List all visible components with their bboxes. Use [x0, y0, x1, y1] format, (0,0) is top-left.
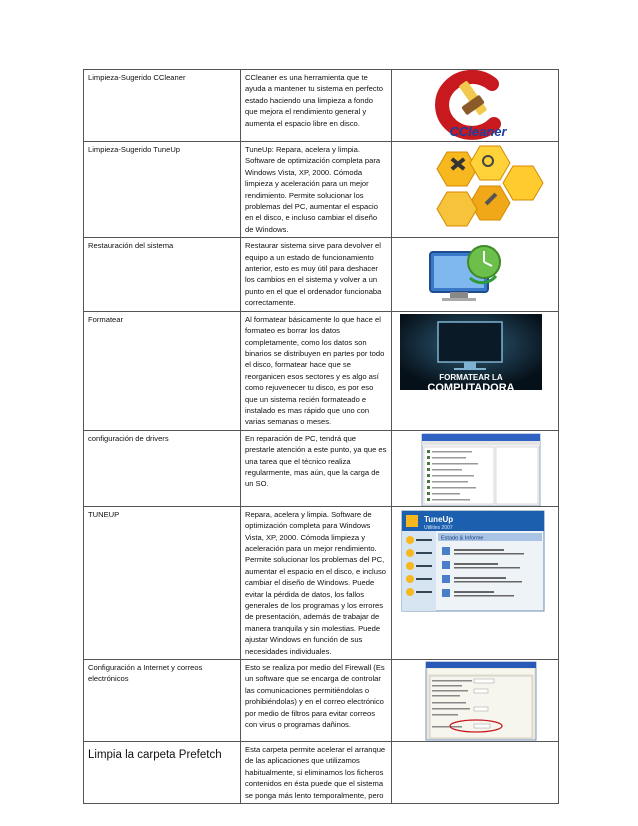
row-description: Esta carpeta permite acelerar el arranque de las aplicaciones que utilizamos habitualmente, si eliminamos los ficheros contenidos en ésta puede que el sistema se ponga más lento temporalmente, pero — [241, 742, 392, 804]
row-image-cell — [392, 506, 559, 659]
system-restore-image — [392, 238, 550, 306]
tuneup-hexagon-image — [392, 142, 550, 228]
row-description: Repara, acelera y limpia. Software de optimización completa para Windows Vista, XP, 2000. Cómoda limpieza y aceleración para un mejor rendimiento. Permite solucionar los problemas del PC, aumentar el espacio en el disco, e incluso cambiar el diseño de Windows. Puede evitar la pérdida de datos, los fallos generales de los programas y los errores de presentación, además de trabajar de manera tranquila y sin molestias. Puede ajustar Windows en función de sus necesidades individuales. — [241, 506, 392, 659]
content-table — [83, 69, 559, 804]
table-row — [84, 506, 559, 659]
format-computer-image — [392, 312, 550, 412]
row-label: Formatear — [84, 311, 241, 430]
format-image-line2: COMPUTADORA — [427, 381, 515, 394]
row-image-cell — [392, 660, 559, 742]
tuneup-utilities-screenshot — [392, 507, 550, 639]
row-description: Al formatear básicamente lo que hace el formateo es borrar los datos completamente, como los datos son binarios se distribuyen en partes por todo el disco, formatear hace que se reorganicen esos sectores y es algo así como rejuvenecer tu disco, es por eso que un sistema recién formateado e instalado es mas rápido que uno con varias semanas o meses. — [241, 311, 392, 430]
row-label: TUNEUP — [84, 506, 241, 659]
row-image-cell — [392, 238, 559, 311]
row-image-cell — [392, 70, 559, 142]
row-image-cell — [392, 742, 559, 804]
internet-config-dialog-screenshot — [392, 660, 550, 742]
row-description: Restaurar sistema sirve para devolver el equipo a un estado de funcionamiento anterior, esto es muy útil para deshacer los cambios en el sistema y volver a un punto en el que el ordenador funcionaba correctamente. — [241, 238, 392, 311]
ccleaner-logo-text: CCleaner — [449, 124, 507, 139]
table-row — [84, 70, 559, 142]
row-label: Restauración del sistema — [84, 238, 241, 311]
row-description: CCleaner es una herramienta que te ayuda a mantener tu sistema en perfecto estado haciendo una limpieza a fondo que mejora el rendimiento general y aumenta el espacio libre en disco. — [241, 70, 392, 142]
row-image-cell — [392, 430, 559, 506]
table-row — [84, 660, 559, 742]
tuneup-window-title: TuneUp — [424, 514, 454, 524]
row-label: configuración de drivers — [84, 430, 241, 506]
format-image-line1: FORMATEAR LA — [439, 372, 503, 382]
row-label: Limpieza-Sugerido CCleaner — [84, 70, 241, 142]
tuneup-panel-title: Estado & Informe — [441, 535, 484, 542]
row-image-cell — [392, 142, 559, 238]
table-row — [84, 430, 559, 506]
table-row — [84, 311, 559, 430]
device-manager-screenshot — [392, 431, 550, 507]
table-row — [84, 742, 559, 804]
row-label: Configuración a Internet y correos electrónicos — [84, 660, 241, 742]
tuneup-window-subtitle: Utilities 2007 — [424, 524, 453, 531]
row-description: TuneUp: Repara, acelera y limpia. Software de optimización completa para Windows Vista, XP, 2000. Cómoda limpieza y aceleración para un mejor rendimiento. Permite solucionar los problemas del PC, aumentar el espacio en el disco, e incluso cambiar el diseño de Windows. — [241, 142, 392, 238]
row-description: Esto se realiza por medio del Firewall (Es un software que se encarga de controlar las comunicaciones permitiéndolas o prohibiéndolas) y en el correo electrónico por medio de filtros para evitar correos con virus o programas dañinos. — [241, 660, 392, 742]
ccleaner-logo-image — [392, 70, 550, 142]
row-description: En reparación de PC, tendrá que prestarle atención a este punto, ya que es una tarea que el técnico realiza regularmente, mas aún, que la carga de un SO. — [241, 430, 392, 506]
table-row — [84, 142, 559, 238]
row-label: Limpieza-Sugerido TuneUp — [84, 142, 241, 238]
row-label: Limpia la carpeta Prefetch — [84, 742, 241, 804]
table-row — [84, 238, 559, 311]
row-image-cell — [392, 311, 559, 430]
